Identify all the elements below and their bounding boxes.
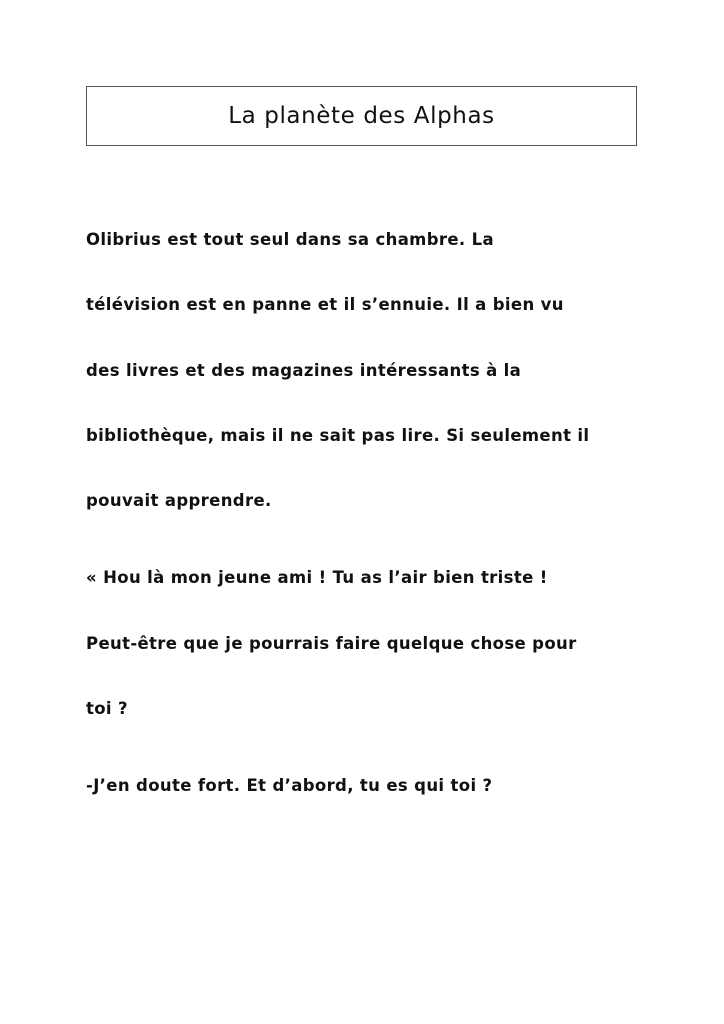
text-line: pouvait apprendre.: [86, 491, 272, 510]
text-line: Peut-être que je pourrais faire quelque chose pour: [86, 634, 577, 653]
text-line: -J’en doute fort. Et d’abord, tu es qui toi ?: [86, 776, 493, 795]
text-line: toi ?: [86, 699, 128, 718]
text-line: « Hou là mon jeune ami ! Tu as l’air bien triste !: [86, 568, 548, 587]
title-box: [86, 86, 637, 146]
text-line: des livres et des magazines intéressants à la: [86, 361, 522, 380]
page-title: La planète des Alphas: [228, 102, 495, 129]
text-line: Olibrius est tout seul dans sa chambre. La: [86, 230, 494, 249]
text-line: télévision est en panne et il s’ennuie. Il a bien vu: [86, 295, 564, 314]
text-line: bibliothèque, mais il ne sait pas lire. Si seulement il: [86, 426, 590, 445]
